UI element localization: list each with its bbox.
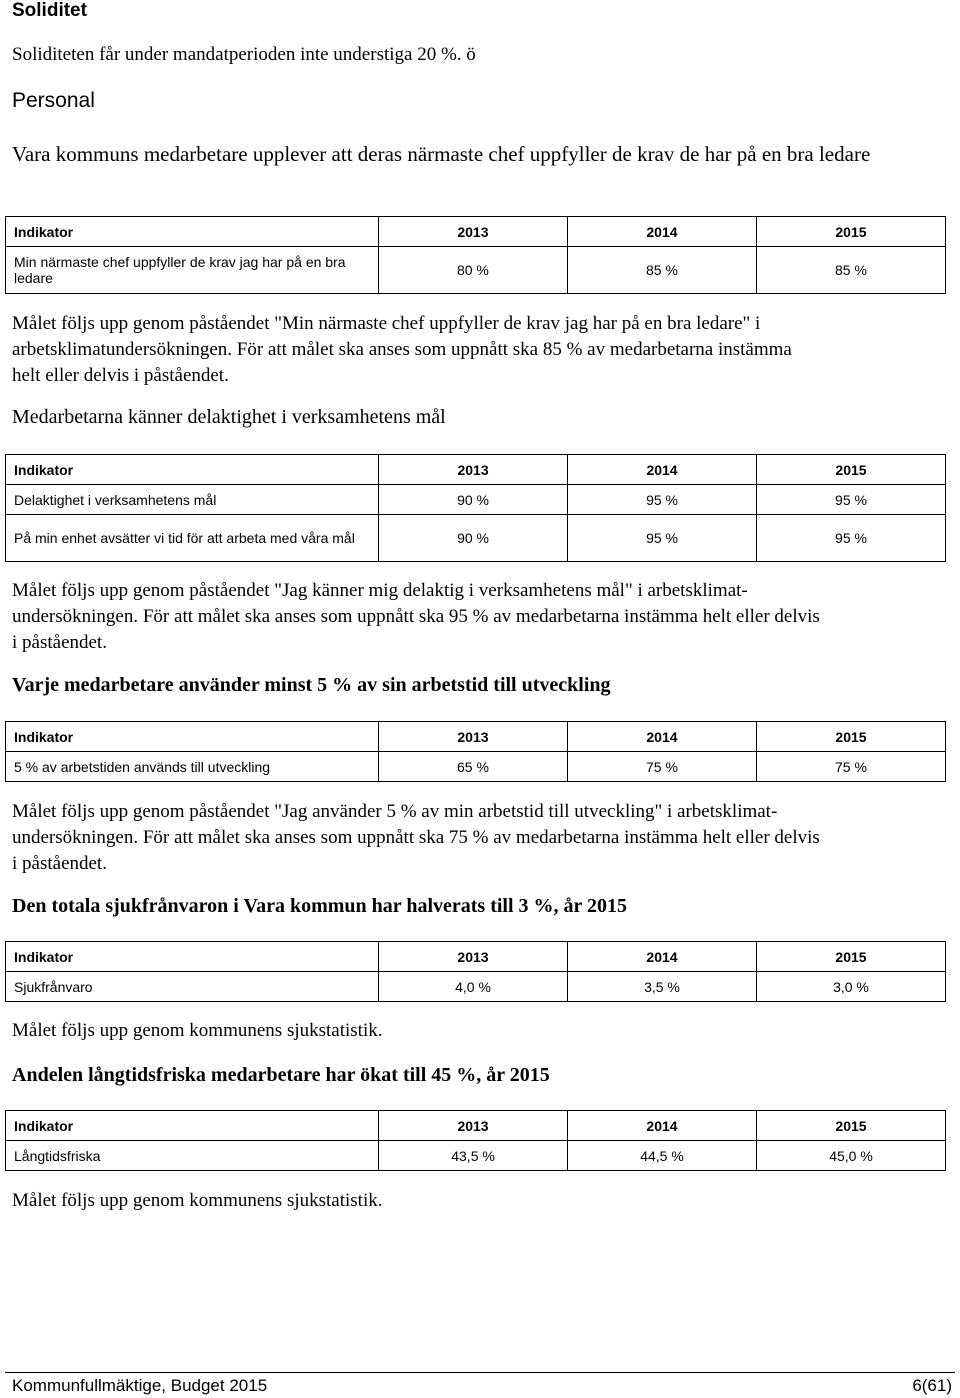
- value-2013: 43,5 %: [379, 1141, 568, 1171]
- value-2015: 75 %: [756, 752, 945, 782]
- value-2014: 85 %: [567, 247, 756, 294]
- goal-heading-langtidsfriska: Andelen långtidsfriska medarbetare har ökat till 45 %, år 2015: [12, 1064, 550, 1086]
- value-2014: 75 %: [567, 752, 756, 782]
- col-header-2013: 2013: [379, 942, 568, 972]
- col-header-2015: 2015: [756, 217, 945, 247]
- value-2015: 85 %: [756, 247, 945, 294]
- value-2014: 95 %: [568, 515, 757, 562]
- col-header-2014: 2014: [567, 722, 756, 752]
- table-row: [6, 247, 946, 294]
- col-header-2014: 2014: [567, 217, 756, 247]
- value-2015: 3,0 %: [756, 972, 945, 1002]
- table-row: [6, 515, 946, 562]
- text-line: undersökningen. För att målet ska anses som uppnått ska 95 % av medarbetarna instämma helt eller delvis: [12, 606, 820, 627]
- table-row: [6, 485, 946, 515]
- followup-text-5: [12, 1188, 382, 1214]
- text-line: arbetsklimatundersökningen. För att målet ska anses som uppnått ska 85 % av medarbetarna instämma: [12, 339, 792, 360]
- col-header-indicator: Indikator: [6, 1111, 379, 1141]
- value-2015: 95 %: [757, 485, 946, 515]
- goal-heading-sjukfranvaro: Den totala sjukfrånvaron i Vara kommun har halverats till 3 %, år 2015: [12, 895, 628, 917]
- table-row: [6, 1141, 946, 1171]
- row-label: Delaktighet i verksamhetens mål: [6, 485, 379, 515]
- col-header-indicator: Indikator: [6, 217, 379, 247]
- text-line: Målet följs upp genom påståendet "Min närmaste chef uppfyller de krav jag har på en bra ledare" i: [12, 313, 761, 334]
- text-line: Målet följs upp genom kommunens sjukstatistik.: [12, 1190, 383, 1211]
- footer-divider: [5, 1372, 955, 1373]
- value-2015: 45,0 %: [756, 1141, 945, 1171]
- text-line: undersökningen. För att målet ska anses som uppnått ska 75 % av medarbetarna instämma helt eller delvis: [12, 827, 820, 848]
- personal-goal: Vara kommuns medarbetare upplever att deras närmaste chef uppfyller de krav de har på en bra ledare: [12, 142, 871, 166]
- text-line: i påståendet.: [12, 632, 107, 653]
- text-line: i påståendet.: [12, 853, 107, 874]
- value-2014: 95 %: [568, 485, 757, 515]
- row-label: Sjukfrånvaro: [6, 972, 379, 1002]
- value-2014: 44,5 %: [568, 1141, 757, 1171]
- text-line: helt eller delvis i påståendet.: [12, 365, 229, 386]
- goal-heading-delaktighet: Medarbetarna känner delaktighet i verksamhetens mål: [12, 406, 446, 428]
- indicator-table-delaktighet: [5, 454, 946, 562]
- value-2013: 90 %: [379, 515, 568, 562]
- text-line: Målet följs upp genom påståendet "Jag känner mig delaktig i verksamhetens mål" i arbetsklimat-: [12, 580, 748, 601]
- personal-heading: Personal: [12, 89, 95, 112]
- indicator-table-langtidsfriska: [5, 1110, 946, 1171]
- goal-heading-utveckling: Varje medarbetare använder minst 5 % av sin arbetstid till utveckling: [12, 674, 611, 696]
- followup-text-3: [12, 799, 820, 877]
- followup-text-1: [12, 311, 792, 389]
- table-row: [6, 752, 946, 782]
- col-header-2013: 2013: [378, 722, 567, 752]
- col-header-2014: 2014: [568, 455, 757, 485]
- row-label: Långtidsfriska: [6, 1141, 379, 1171]
- col-header-2013: 2013: [379, 455, 568, 485]
- col-header-2015: 2015: [756, 1111, 945, 1141]
- followup-text-4: [12, 1018, 382, 1044]
- value-2014: 3,5 %: [568, 972, 757, 1002]
- value-2013: 4,0 %: [379, 972, 568, 1002]
- col-header-2013: 2013: [378, 217, 567, 247]
- col-header-2015: 2015: [756, 722, 945, 752]
- col-header-indicator: Indikator: [6, 942, 379, 972]
- indicator-table-chef: [5, 216, 946, 294]
- followup-text-2: [12, 578, 820, 656]
- col-header-indicator: Indikator: [6, 722, 379, 752]
- col-header-2014: 2014: [568, 942, 757, 972]
- indicator-table-sjukfranvaro: [5, 941, 946, 1002]
- col-header-2015: 2015: [757, 455, 946, 485]
- text-line: Målet följs upp genom påståendet "Jag använder 5 % av min arbetstid till utveckling" i arbetsklimat-: [12, 801, 778, 822]
- footer-page-number: 6(61): [912, 1376, 952, 1395]
- text-line: Målet följs upp genom kommunens sjukstatistik.: [12, 1020, 383, 1041]
- value-2013: 90 %: [379, 485, 568, 515]
- value-2013: 80 %: [378, 247, 567, 294]
- row-label: 5 % av arbetstiden används till utveckling: [6, 752, 379, 782]
- value-2013: 65 %: [378, 752, 567, 782]
- col-header-indicator: Indikator: [6, 455, 379, 485]
- col-header-2014: 2014: [568, 1111, 757, 1141]
- footer-left: Kommunfullmäktige, Budget 2015: [12, 1376, 268, 1395]
- row-label: På min enhet avsätter vi tid för att arbeta med våra mål: [6, 515, 379, 562]
- col-header-2013: 2013: [379, 1111, 568, 1141]
- indicator-table-utveckling: [5, 721, 946, 782]
- row-label: Min närmaste chef uppfyller de krav jag har på en bra ledare: [6, 247, 379, 294]
- col-header-2015: 2015: [756, 942, 945, 972]
- soliditet-text: Soliditeten får under mandatperioden inte understiga 20 %. ö: [12, 44, 476, 65]
- table-row: [6, 972, 946, 1002]
- value-2015: 95 %: [757, 515, 946, 562]
- soliditet-heading: Soliditet: [12, 0, 87, 21]
